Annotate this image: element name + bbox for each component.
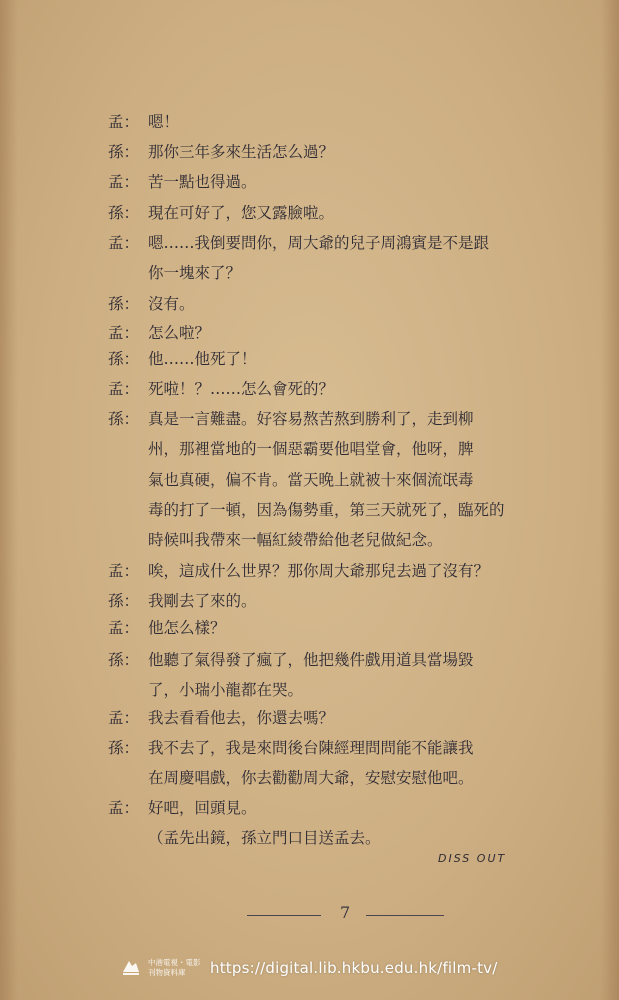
dialogue-line bbox=[0, 167, 619, 197]
speaker-label: 孫： bbox=[108, 143, 140, 161]
watermark-org: 中港電視・電影 刊物資料庫 bbox=[148, 958, 201, 977]
dialogue-text: 沒有。 bbox=[148, 295, 195, 313]
dialogue-text: 州，那裡當地的一個惡霸要他唱堂會，他呀，脾 bbox=[148, 440, 474, 458]
dialogue-line bbox=[0, 107, 619, 137]
dialogue-text: （孟先出鏡，孫立門口目送孟去。 bbox=[148, 829, 381, 847]
dialogue-line bbox=[0, 733, 619, 763]
footer-rule-right bbox=[366, 915, 444, 916]
transition-label: DISS OUT bbox=[438, 852, 507, 865]
dialogue-line bbox=[0, 675, 619, 705]
dialogue-text: 氣也真硬，偏不肯。當天晚上就被十來個流氓毒 bbox=[148, 471, 474, 489]
dialogue-line bbox=[0, 434, 619, 464]
dialogue-line bbox=[0, 465, 619, 495]
speaker-label: 孫： bbox=[108, 295, 140, 313]
dialogue-text: 了，小瑞小龍都在哭。 bbox=[148, 681, 304, 699]
dialogue-text: 你一塊來了？ bbox=[148, 264, 242, 282]
archive-logo-icon bbox=[120, 957, 142, 979]
speaker-label: 孟： bbox=[108, 173, 140, 191]
dialogue-text: 我去看看他去，你還去嗎？ bbox=[148, 709, 335, 727]
dialogue-line bbox=[0, 645, 619, 675]
dialogue-text: 在周慶唱戲，你去勸勸周大爺，安慰安慰他吧。 bbox=[148, 769, 474, 787]
dialogue-text: 唉，這成什么世界？那你周大爺那兒去過了沒有？ bbox=[148, 562, 490, 580]
speaker-label: 孟： bbox=[108, 380, 140, 398]
footer-rule-left bbox=[247, 915, 321, 916]
dialogue-line bbox=[0, 404, 619, 434]
speaker-label: 孫： bbox=[108, 350, 140, 368]
dialogue-text: 毒的打了一頓，因為傷勢重，第三天就死了，臨死的 bbox=[148, 501, 505, 519]
speaker-label: 孟： bbox=[108, 799, 140, 817]
dialogue-text: 我剛去了來的。 bbox=[148, 592, 257, 610]
dialogue-line bbox=[0, 823, 619, 853]
speaker-label: 孟： bbox=[108, 709, 140, 727]
speaker-label: 孫： bbox=[108, 204, 140, 222]
dialogue-text: 怎么啦？ bbox=[148, 324, 211, 342]
speaker-label: 孟： bbox=[108, 324, 140, 342]
dialogue-text: 我不去了，我是來問後台陳經理問問能不能讓我 bbox=[148, 739, 474, 757]
dialogue-line bbox=[0, 344, 619, 374]
dialogue-text: 嗯……我倒要問你，周大爺的兒子周鴻賓是不是跟 bbox=[148, 234, 490, 252]
speaker-label: 孟： bbox=[108, 234, 140, 252]
speaker-label: 孫： bbox=[108, 410, 140, 428]
dialogue-line bbox=[0, 586, 619, 616]
dialogue-line bbox=[0, 703, 619, 733]
dialogue-text: 真是一言難盡。好容易熬苦熬到勝利了，走到柳 bbox=[148, 410, 474, 428]
speaker-label: 孫： bbox=[108, 592, 140, 610]
speaker-label: 孟： bbox=[108, 619, 140, 637]
dialogue-text: 他……他死了！ bbox=[148, 350, 257, 368]
dialogue-line bbox=[0, 495, 619, 525]
watermark-url: https://digital.lib.hkbu.edu.hk/film-tv/ bbox=[210, 959, 498, 977]
dialogue-line bbox=[0, 525, 619, 555]
dialogue-line bbox=[0, 763, 619, 793]
dialogue-text: 那你三年多來生活怎么過？ bbox=[148, 143, 335, 161]
dialogue-line bbox=[0, 289, 619, 319]
dialogue-line bbox=[0, 137, 619, 167]
dialogue-text: 他聽了氣得發了瘋了，他把幾件戲用道具當場毀 bbox=[148, 651, 474, 669]
dialogue-line bbox=[0, 228, 619, 258]
dialogue-line bbox=[0, 793, 619, 823]
dialogue-text: 嗯！ bbox=[148, 113, 180, 131]
dialogue-line bbox=[0, 374, 619, 404]
speaker-label: 孫： bbox=[108, 739, 140, 757]
watermark bbox=[120, 950, 498, 986]
dialogue-text: 死啦！？……怎么會死的？ bbox=[148, 380, 335, 398]
speaker-label: 孟： bbox=[108, 113, 140, 131]
page-number: 7 bbox=[340, 903, 351, 922]
dialogue-line bbox=[0, 258, 619, 288]
dialogue-text: 時候叫我帶來一幅紅綾帶給他老兒做紀念。 bbox=[148, 531, 443, 549]
dialogue-text: 他怎么樣？ bbox=[148, 619, 226, 637]
dialogue-line bbox=[0, 613, 619, 643]
dialogue-text: 好吧，回頭見。 bbox=[148, 799, 257, 817]
dialogue-text: 苦一點也得過。 bbox=[148, 173, 257, 191]
dialogue-text: 現在可好了，您又露臉啦。 bbox=[148, 204, 335, 222]
dialogue-line bbox=[0, 556, 619, 586]
speaker-label: 孟： bbox=[108, 562, 140, 580]
dialogue-line bbox=[0, 198, 619, 228]
speaker-label: 孫： bbox=[108, 651, 140, 669]
